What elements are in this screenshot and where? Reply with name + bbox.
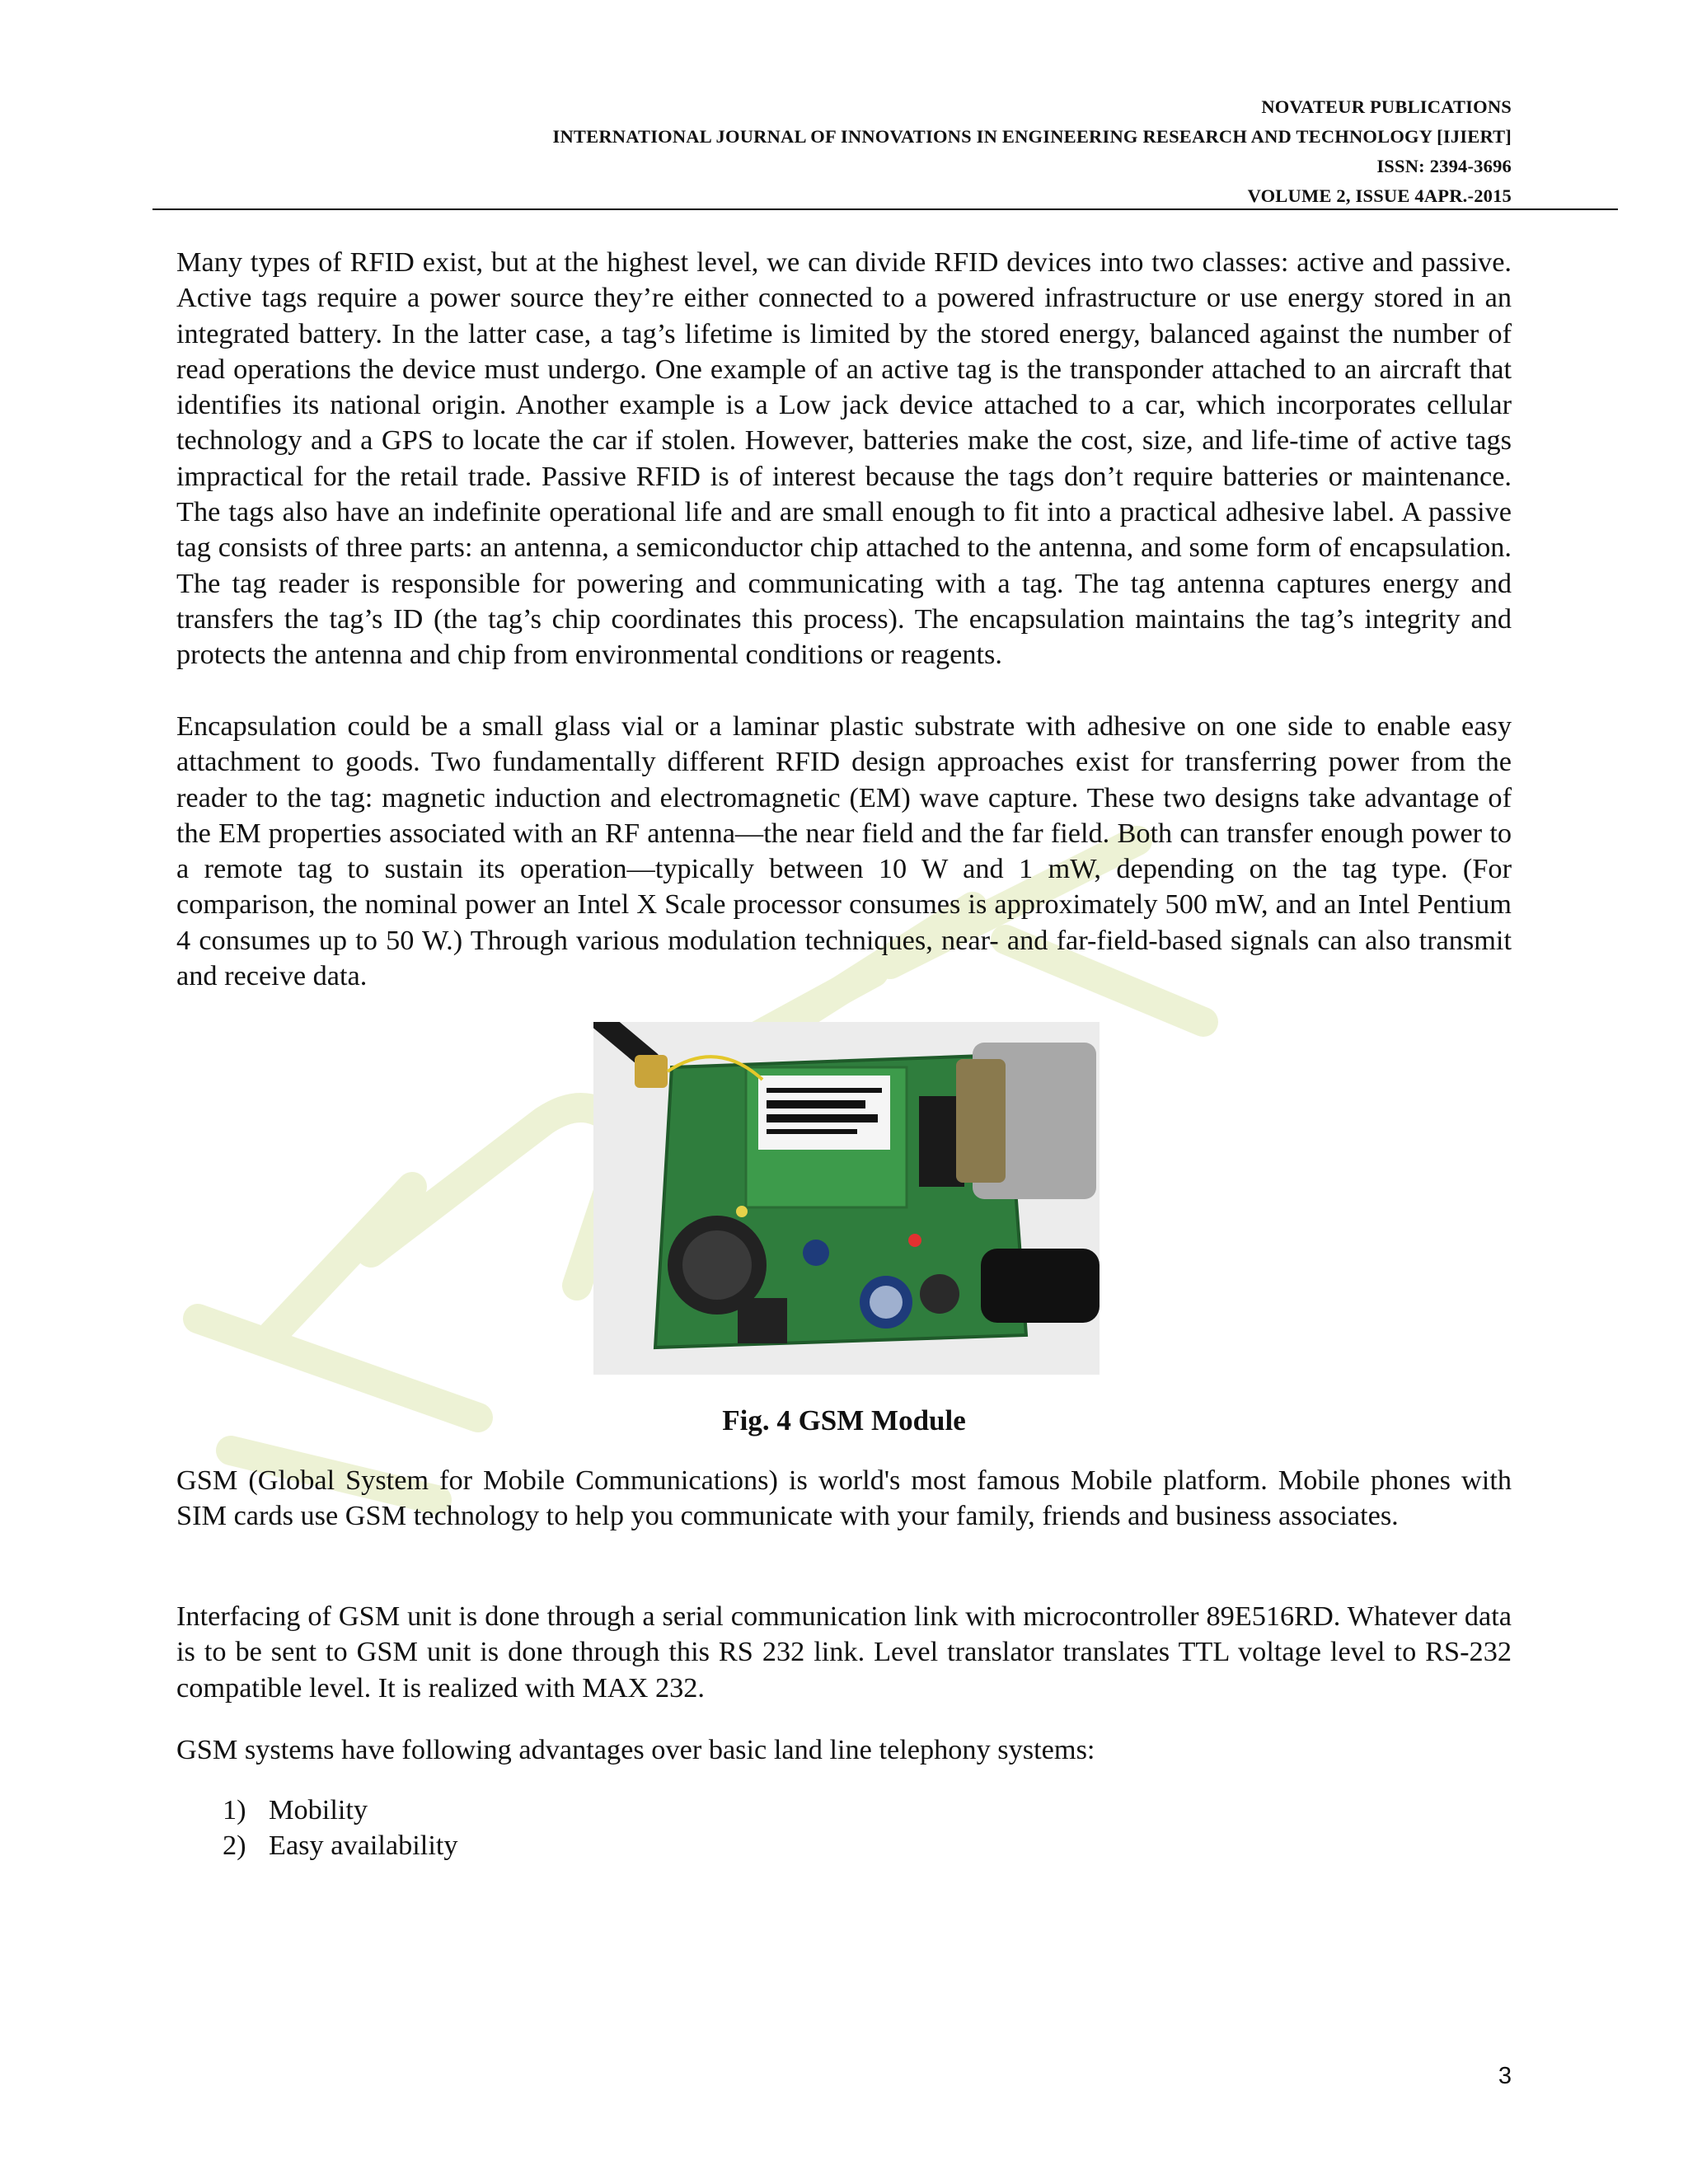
volume-issue: VOLUME 2, ISSUE 4APR.-2015 xyxy=(1247,185,1512,206)
list-item-number: 2) xyxy=(223,1830,246,1862)
journal-header xyxy=(94,92,1512,211)
header-rule xyxy=(152,209,1618,210)
paragraph-gsm-interfacing: Interfacing of GSM unit is done through a serial communication link with microcontroller 89E516RD. Whatever data is to be sent to GSM unit is done through this RS 232 link. Level translator translates TTL voltage level to RS-232 compatible level. It is realized with MAX 232. xyxy=(176,1601,1512,1704)
gsm-module-figure xyxy=(593,1022,1100,1375)
list-item-text: Easy availability xyxy=(269,1830,458,1862)
paragraph-encapsulation: Encapsulation could be a small glass vial or a laminar plastic substrate with adhesive on one side to enable easy attachment to goods. Two fundamentally different RFID design approaches exist for transferring power from the reader to the tag: magnetic induction and electromagnetic (EM) wave capture. These two designs take advantage of the EM properties associated with an RF antenna—the near field and the far field. Both can transfer enough power to a remote tag to sustain its operation—typically between 10 W and 1 mW, depending on the tag type. (For comparison, the nominal power an Intel X Scale processor consumes is approximately 500 mW, and an Intel Pentium 4 consumes up to 50 W.) Through various modulation techniques, near- and far-field-based signals can also transmit and receive data. xyxy=(176,710,1512,992)
paragraph-rfid-classes: Many types of RFID exist, but at the highest level, we can divide RFID devices into two classes: active and passive. Active tags require a power source they’re either connected to a powered infrastructure or use energy stored in an integrated battery. In the latter case, a tag’s lifetime is limited by the stored energy, balanced against the number of read operations the device must undergo. One example of an active tag is the transponder attached to an aircraft that identifies its national origin. Another example is a Low jack device attached to a car, which incorporates cellular technology and a GPS to locate the car if stolen. However, batteries make the cost, size, and life-time of active tags impractical for the retail trade. Passive RFID is of interest because the tags don’t require batteries or maintenance. The tags also have an indefinite operational life and are small enough to fit into a practical adhesive label. A passive tag consists of three parts: an antenna, a semiconductor chip attached to the antenna, and some form of encapsulation. The tag reader is responsible for powering and communicating with a tag. The tag antenna captures energy and transfers the tag’s ID (the tag’s chip coordinates this process). The encapsulation maintains the tag’s integrity and protects the antenna and chip from environmental conditions or reagents. xyxy=(176,246,1512,671)
issn: ISSN: 2394-3696 xyxy=(1376,156,1512,176)
figure-caption: Fig. 4 GSM Module xyxy=(722,1404,966,1436)
list-item-number: 1) xyxy=(223,1794,246,1825)
journal-title: INTERNATIONAL JOURNAL OF INNOVATIONS IN ENGINEERING RESEARCH AND TECHNOLOGY [IJIERT] xyxy=(552,126,1512,147)
paragraph-gsm-advantages: GSM systems have following advantages over basic land line telephony systems: xyxy=(176,1734,1095,1765)
page-number: 3 xyxy=(1498,2063,1512,2089)
list-item xyxy=(223,1793,458,1828)
paragraph-gsm-intro: GSM (Global System for Mobile Communications) is world's most famous Mobile platform. Mobile phones with SIM cards use GSM technology to help you communicate with your family, friends and business associates. xyxy=(176,1465,1512,1532)
list-item-text: Mobility xyxy=(269,1794,368,1825)
publisher-name: NOVATEUR PUBLICATIONS xyxy=(1261,96,1512,117)
advantages-list xyxy=(223,1793,458,1864)
gsm-module-image xyxy=(593,1022,1100,1375)
list-item xyxy=(223,1828,458,1863)
